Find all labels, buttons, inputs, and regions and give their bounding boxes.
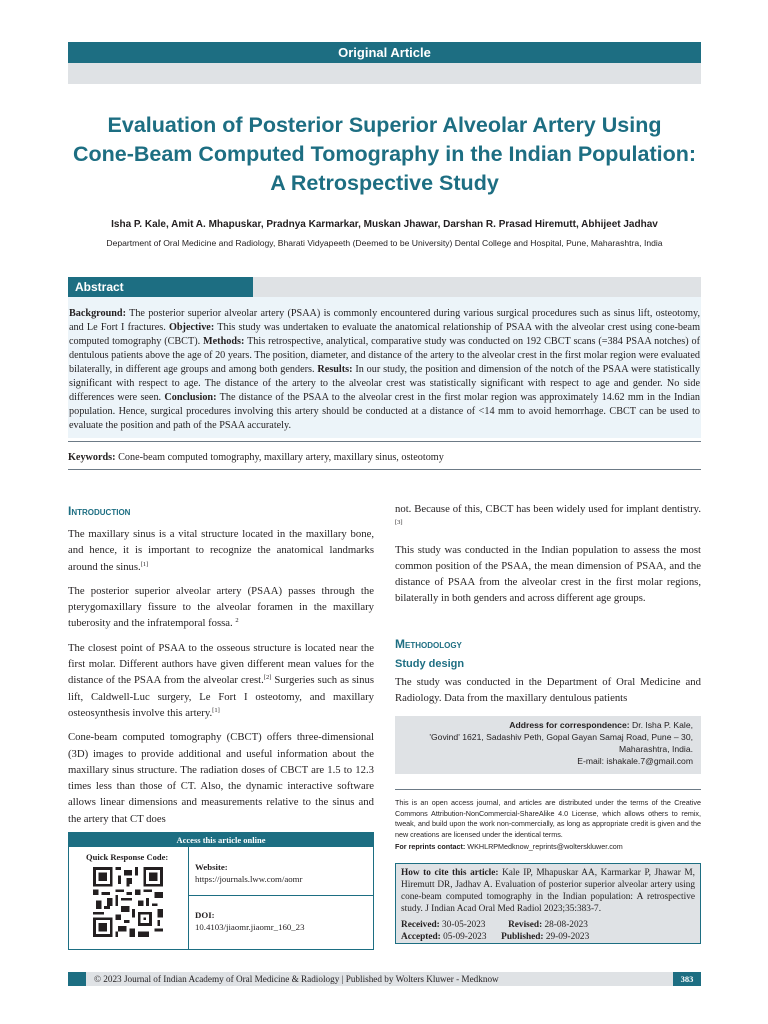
correspondence-name: Dr. Isha P. Kale, [632,720,693,730]
citation-label: How to cite this article: [401,868,499,878]
intro-paragraph-2: The posterior superior alveolar artery (PSAA) passes through the pterygomaxillary fissure to the alveolar foramen in the maxillary tuberosity and the infratemporal fossa. $^2$ [68,584,374,630]
intro-paragraph-1: The maxillary sinus is a vital structure located in the maxillary bone, and hence, it is important to recognize the anatomical landmarks around the sinus.[1] [68,528,374,573]
results-text: In our study, the position and dimension of the notch of the PSAA were statistically significant with respect to age. The distance of the artery to the alveolar crest was statistically significant with respect to age and gender. No side differences were seen. [69,364,700,403]
methodology-heading: Methodology [395,637,462,651]
access-online-box [68,832,374,950]
footer-copyright: © 2023 Journal of Indian Academy of Oral Medicine & Radiology | Published by Wolters Kluwer - Medknow [94,974,499,984]
page-number: 383 [673,972,701,986]
intro-paragraph-3: The closest point of PSAA to the osseous structure is located near the first molar. Different authors have given different mean values for the distance of the PSAA from the alveolar crest.[2] Surgeries such as sinus lift, Caldwell-Luc surgery, Le Fort I osteotomy, and maxillary osteosynthesis involve this artery.[1] [68,641,375,719]
abstract-heading: Abstract [68,277,253,297]
citation-text: Kale IP, Mhapuskar AA, Karmarkar P, Jhawar M, Hiremutt DR, Jadhav A. Evaluation of posterior superior alveolar artery using cone-beam computed tomography in the Indian population: A retrospective study. J Indian Acad Oral Med Radiol 2023;35:383-7. [401,868,696,915]
received-date: 30-05-2023 [442,920,486,930]
banner-band [68,63,701,84]
citation-box [395,863,701,944]
reprints-email[interactable]: WKHLRPMedknow_reprints@wolterskluwer.com [467,842,623,851]
correspondence-label: Address for correspondence: [509,720,630,730]
access-divider-vertical [188,847,189,950]
results-label: Results: [317,364,353,375]
abstract-body [68,297,701,438]
conclusion-label: Conclusion: [164,392,217,403]
published-date: 29-09-2023 [545,932,590,942]
website-link[interactable]: https://journals.lww.com/aomr [195,874,303,884]
access-divider-horizontal [188,895,374,896]
footer-accent [68,972,86,986]
keywords-divider [68,469,701,470]
abstract-divider [68,441,701,442]
introduction-heading: Introduction [68,504,131,518]
article-type-banner [68,42,701,84]
left-column [68,526,374,835]
objective-label: Objective: [168,322,215,333]
article-type-label: Original Article [68,42,701,63]
license-text: This is an open access journal, and articles are distributed under the terms of the Creative Commons Attribution-NonCommercial-ShareAlike 4.0 License, which allows others to remix, tweak, and build upon the work non-commercially, as long as appropriate credit is given and the new creations are licensed under the identical terms. [395,798,701,840]
methods-text: This retrospective, analytical, comparative study was conducted on 192 CBCT scans (=384 PSAA notches) of dentulous patients above the age of 20 years. The position, diameter, and distance of the artery to the alveolar crest in the first molar region were evaluated bilaterally, in different age groups and among both genders. [69,336,700,375]
title-line-1: Evaluation of Posterior Superior Alveolar Artery Using [107,113,662,137]
reprints [395,842,701,851]
intro-paragraph-5: not. Because of this, CBCT has been widely used for implant dentistry.[3] [395,503,701,527]
right-column-top [395,501,701,615]
revised-date: 28-08-2023 [544,920,588,930]
correspondence-address: 'Govind' 1621, Sadashiv Peth, Gopal Gayan Samaj Road, Pune – 30, [429,732,693,742]
accepted-date: 05-09-2023 [443,932,487,942]
affiliation: Department of Oral Medicine and Radiology, Bharati Vidyapeeth (Deemed to be University) Dental College and Hospital, Pune, Maharashtra, India [106,238,663,248]
correspondence-box [395,716,701,774]
objective-text: This study was undertaken to evaluate the anatomical relationship of PSAA with the alveolar crest using cone-beam computed tomography (CBCT). [69,322,700,347]
license-divider [395,789,701,790]
article-title [68,111,701,198]
qr-code-icon[interactable] [93,867,163,937]
keywords-label: Keywords: [68,452,116,463]
access-heading: Access this article online [69,833,373,847]
methods-label: Methods: [203,336,245,347]
title-line-3: A Retrospective Study [270,171,499,195]
methodology-text: The study was conducted in the Department of Oral Medicine and Radiology. Data from the maxillary dentulous patients [395,676,701,705]
reprints-label: For reprints contact: [395,842,466,851]
conclusion-text: The distance of the PSAA to the alveolar crest in the first molar region was approximately 14.62 mm in the Indian population. Hence, surgical procedures involving this artery should be conducted at a distance of <14 mm to avoid hemorrhage. CBCT can be used to evaluate the position and path of the PSAA accurately. [69,392,700,431]
intro-paragraph-6: This study was conducted in the Indian population to assess the most common position of the PSAA, the mean dimension of PSAA, and the distance of PSAA from the alveolar crest in the first molar regions, bilaterally in both genders and across different age groups. [395,543,701,605]
keywords-text: Cone-beam computed tomography, maxillary artery, maxillary sinus, osteotomy [118,452,444,463]
study-design-heading: Study design [395,658,465,670]
qr-label: Quick Response Code: [86,852,169,862]
keywords [68,451,701,465]
doi-label: DOI: [195,910,215,920]
abstract-header [68,277,701,297]
intro-paragraph-4: Cone-beam computed tomography (CBCT) offers three-dimensional (3D) images to provide additional and useful information about the maxillary sinus structure. The radiation doses of CBCT are 1.5 to 12.3 times less than those of CT. Also, the dynamic interactive software allows linear dimensions and measurements relative to the sinus and the artery that CT does [68,731,374,825]
correspondence-state: Maharashtra, India. [618,744,693,754]
background-text: The posterior superior alveolar artery (PSAA) is commonly encountered during various surgical procedures such as sinus lift, osteotomy, and Le Fort I fractures. [69,308,700,333]
title-line-2: Cone-Beam Computed Tomography in the Indian Population: [72,142,697,166]
dates-row-1: Received: 30-05-2023 Revised: 28-08-2023 [401,920,588,930]
author-list: Isha P. Kale, Amit A. Mhapuskar, Pradnya Karmarkar, Muskan Jhawar, Darshan R. Prasad Hiremutt, Abhijeet Jadhav [111,219,658,230]
background-label: Background: [69,308,126,319]
website-label: Website: [195,862,228,872]
doi-link[interactable]: 10.4103/jiaomr.jiaomr_160_23 [195,922,305,932]
correspondence-email[interactable]: E-mail: ishakale.7@gmail.com [577,756,693,766]
page-footer [68,972,701,986]
dates-row-2: Accepted: 05-09-2023 Published: 29-09-2023 [401,932,590,942]
